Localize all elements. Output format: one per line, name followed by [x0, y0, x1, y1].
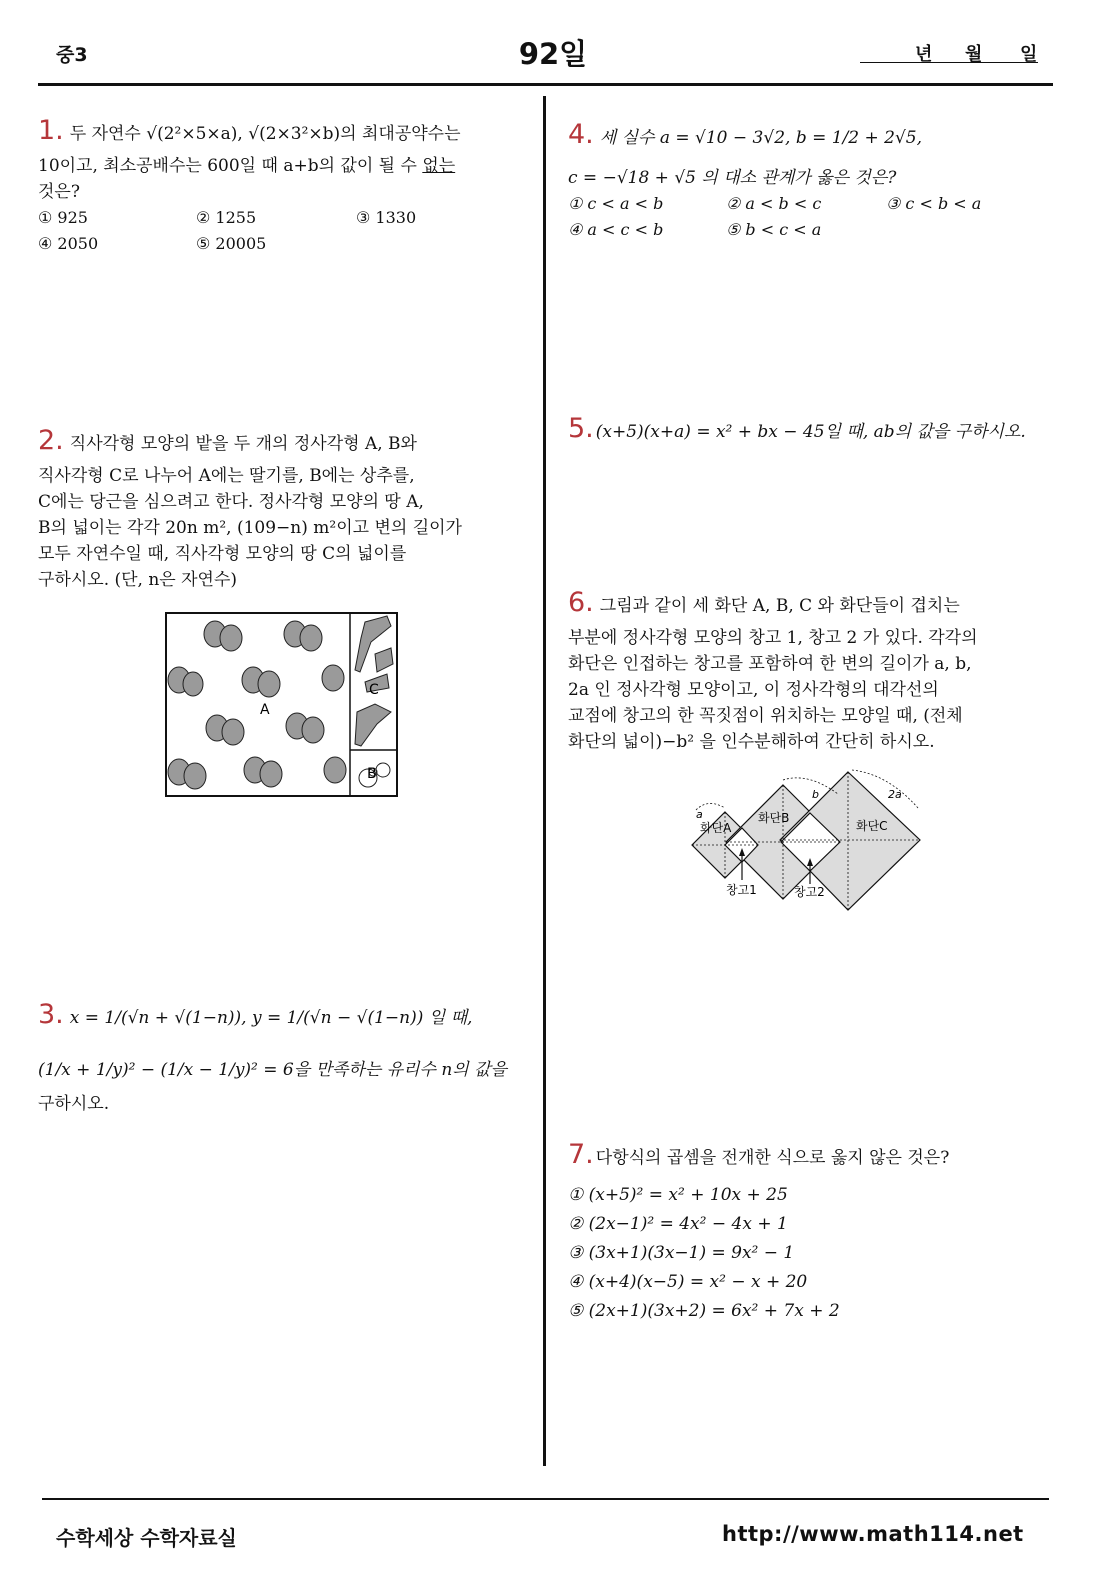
question-text: 화단의 넓이)−b² 을 인수분해하여 간단히 하시오. [568, 732, 935, 752]
option[interactable]: ③ (3x+1)(3x−1) = 9x² − 1 [568, 1243, 795, 1263]
side-label-2a: 2a [888, 788, 902, 801]
question-6 [568, 587, 1053, 755]
page-title: 92일 [518, 37, 588, 71]
garden-label-c: 화단C [856, 819, 888, 833]
question-7 [568, 1139, 1048, 1326]
question-1 [38, 115, 528, 257]
emphasis-text: 없는 [422, 156, 456, 176]
option-row [38, 205, 528, 231]
side-label-b: b [812, 788, 819, 801]
question-text: 세 실수 a = √10 − 3√2, b = 1/2 + 2√5, [599, 128, 923, 148]
option[interactable]: ④ (x+4)(x−5) = x² − x + 20 [568, 1272, 808, 1292]
option[interactable]: ⑤ b < c < a [726, 220, 822, 239]
question-4 [568, 119, 1058, 243]
option[interactable]: ② 1255 [196, 208, 257, 227]
question-5 [568, 413, 1068, 445]
option[interactable]: ① c < a < b [568, 194, 664, 213]
region-label-a: A [260, 702, 270, 718]
question-number: 5. [568, 413, 594, 444]
question-number: 1. [38, 115, 64, 146]
question-text: 직사각형 모양의 밭을 두 개의 정사각형 A, B와 [69, 434, 417, 454]
storage-label-1: 창고1 [726, 883, 757, 897]
garden-figure [688, 768, 924, 914]
header-divider [38, 83, 1053, 86]
option[interactable]: ② a < b < c [726, 194, 822, 213]
option[interactable]: ② (2x−1)² = 4x² − 4x + 1 [568, 1214, 788, 1234]
date-month: 월 [965, 44, 983, 65]
question-text: 교점에 창고의 한 꼭짓점이 위치하는 모양일 때, (전체 [568, 706, 963, 726]
question-text: 구하시오. [38, 1094, 110, 1114]
question-3 [38, 999, 533, 1117]
side-label-a: a [696, 808, 703, 821]
question-text: 두 자연수 √(2²×5×a), √(2×3²×b)의 최대공약수는 [69, 124, 461, 144]
option[interactable]: ① (x+5)² = x² + 10x + 25 [568, 1185, 788, 1205]
question-number: 7. [568, 1139, 594, 1170]
question-text: (1/x + 1/y)² − (1/x − 1/y)² = 6을 만족하는 유리수 n의 값을 [38, 1060, 507, 1080]
question-text: B의 넓이는 각각 20n m², (109−n) m²이고 변의 길이가 [38, 518, 462, 538]
question-text: C에는 당근을 심으려고 한다. 정사각형 모양의 땅 A, [38, 492, 424, 512]
option[interactable]: ③ c < b < a [886, 194, 982, 213]
date-year: 년 [915, 44, 933, 65]
field-figure [165, 612, 399, 798]
question-text: 구하시오. (단, n은 자연수) [38, 570, 238, 590]
option[interactable]: ⑤ 20005 [196, 234, 267, 253]
option[interactable]: ④ 2050 [38, 234, 99, 253]
option[interactable]: ⑤ (2x+1)(3x+2) = 6x² + 7x + 2 [568, 1301, 840, 1321]
question-text: 그림과 같이 세 화단 A, B, C 와 화단들이 겹치는 [599, 596, 960, 616]
footer-source: 수학세상 수학자료실 [56, 1526, 237, 1550]
option-row [38, 231, 528, 257]
option[interactable]: ④ a < c < b [568, 220, 664, 239]
column-divider [543, 96, 546, 1466]
grade-label: 중3 [56, 44, 88, 66]
question-text: 직사각형 C로 나누어 A에는 딸기를, B에는 상추를, [38, 466, 415, 486]
date-field [860, 40, 1038, 63]
option[interactable]: ① 925 [38, 208, 88, 227]
option[interactable]: ③ 1330 [356, 208, 417, 227]
question-2 [38, 425, 528, 593]
question-text: 2a 인 정사각형 모양이고, 이 정사각형의 대각선의 [568, 680, 939, 700]
option-row [568, 217, 1058, 243]
footer-link[interactable]: http://www.math114.net [722, 1522, 1024, 1546]
garden-label-a: 화단A [700, 821, 732, 835]
footer-divider [42, 1498, 1049, 1500]
question-number: 3. [38, 999, 64, 1030]
question-text: c = −√18 + √5 의 대소 관계가 옳은 것은? [568, 168, 897, 188]
page-header [0, 0, 1106, 90]
question-text: 화단은 인접하는 창고를 포함하여 한 변의 길이가 a, b, [568, 654, 972, 674]
question-text: 것은? [38, 182, 80, 202]
question-text: (x+5)(x+a) = x² + bx − 45일 때, ab의 값을 구하시오. [595, 422, 1026, 442]
garden-label-b: 화단B [758, 811, 790, 825]
question-text: 모두 자연수일 때, 직사각형 모양의 땅 C의 넓이를 [38, 544, 407, 564]
question-text: x = 1/(√n + √(1−n)), y = 1/(√n − √(1−n)) 일 때, [69, 1008, 473, 1028]
question-text: 10이고, 최소공배수는 600일 때 a+b의 값이 될 수 [38, 156, 423, 176]
question-text: 부분에 정사각형 모양의 창고 1, 창고 2 가 있다. 각각의 [568, 628, 978, 648]
question-number: 4. [568, 119, 594, 150]
storage-label-2: 창고2 [794, 885, 825, 899]
option-row [568, 191, 1058, 217]
question-number: 2. [38, 425, 64, 456]
region-label-c: C [369, 682, 379, 698]
region-label-b: B [367, 766, 377, 782]
question-text: 다항식의 곱셈을 전개한 식으로 옳지 않은 것은? [595, 1148, 950, 1168]
date-day: 일 [1020, 44, 1038, 65]
question-number: 6. [568, 587, 594, 618]
